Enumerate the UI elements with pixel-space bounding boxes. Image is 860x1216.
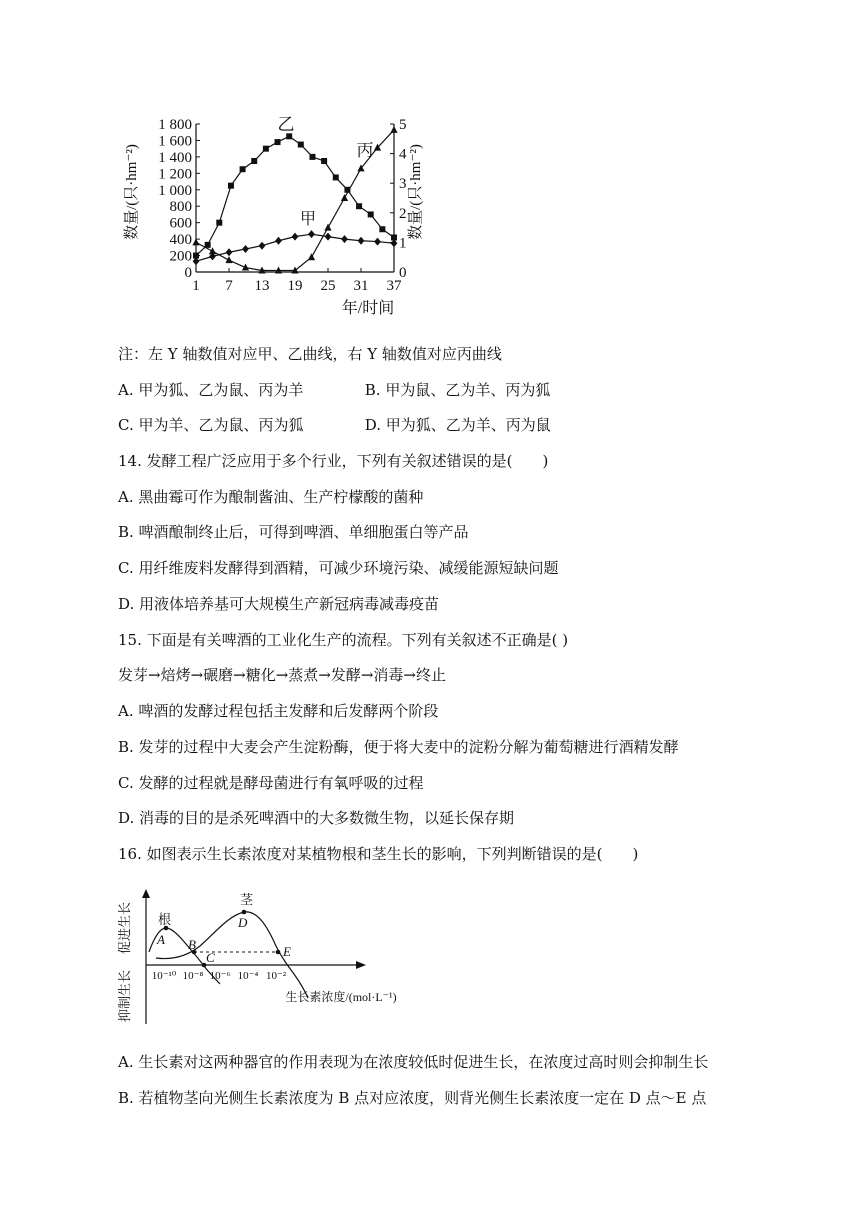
left-tick-label: 600 [169, 215, 192, 232]
x-tick-label: 13 [254, 278, 270, 294]
point-a-label: A [157, 932, 165, 947]
q14-option-c[interactable]: C. 用纤维废料发酵得到酒精，可减少环境污染、减缓能源短缺问题 [118, 559, 559, 577]
marker-jia [242, 245, 249, 253]
right-tick-label: 2 [399, 205, 407, 222]
x-tick-label: 25 [320, 278, 336, 294]
x-tick-1: 10⁻¹⁰ [151, 970, 177, 982]
q13-option-a[interactable]: A. 甲为狐、乙为鼠、丙为羊 [118, 381, 304, 399]
right-tick-label: 4 [399, 146, 407, 163]
q14-option-a[interactable]: A. 黑曲霉可作为酿制酱油、生产柠檬酸的菌种 [118, 488, 424, 506]
x-tick-3: 10⁻⁶ [209, 970, 231, 982]
auxin-y-arrow [142, 889, 150, 898]
marker-yi [240, 166, 246, 172]
x-tick-label: 37 [386, 278, 402, 294]
right-tick-label: 1 [399, 235, 407, 252]
auxin-x-axis-label: 生长素浓度/(mol·L⁻¹) [285, 990, 397, 1004]
marker-yi [379, 226, 385, 232]
marker-yi [251, 158, 257, 164]
q13-option-c[interactable]: C. 甲为羊、乙为鼠、丙为狐 [118, 416, 304, 434]
auxin-x-arrow [356, 961, 366, 969]
left-tick-label: 400 [169, 232, 192, 249]
point-d-dot [242, 910, 247, 915]
marker-yi [263, 146, 269, 152]
q16-option-b[interactable]: B. 若植物茎向光侧生长素浓度为 B 点对应浓度，则背光侧生长素浓度一定在 D 点～E 点 [118, 1089, 707, 1107]
q14-option-d[interactable]: D. 用液体培养基可大规模生产新冠病毒减毒疫苗 [118, 595, 440, 613]
q14-stem: 14. 发酵工程广泛应用于多个行业，下列有关叙述错误的是( ) [118, 452, 549, 470]
marker-bing [390, 126, 397, 133]
series-label-yi: 乙 [277, 115, 295, 134]
q13-options-row1 [118, 380, 550, 400]
x-tick-4: 10⁻⁴ [237, 970, 259, 982]
q15-option-a[interactable]: A. 啤酒的发酵过程包括主发酵和后发酵两个阶段 [118, 702, 439, 720]
q13-options-row2 [118, 415, 551, 435]
q15-option-b[interactable]: B. 发芽的过程中大麦会产生淀粉酶，便于将大麦中的淀粉分解为葡萄糖进行酒精发酵 [118, 738, 679, 756]
q15-stem: 15. 下面是有关啤酒的工业化生产的流程。下列有关叙述不正确是( ) [118, 631, 569, 649]
q15-option-c[interactable]: C. 发酵的过程就是酵母菌进行有氧呼吸的过程 [118, 774, 424, 792]
marker-jia [308, 230, 315, 238]
auxin-diagram [116, 886, 416, 1031]
q15-flow: 发芽→焙烤→碾磨→糖化→蒸煮→发酵→消毒→终止 [118, 666, 446, 684]
marker-yi [193, 253, 199, 259]
marker-yi [321, 158, 327, 164]
marker-jia [275, 237, 282, 245]
population-chart-svg [118, 112, 424, 322]
marker-jia [325, 233, 332, 241]
marker-jia [226, 248, 233, 256]
left-axis-label: 数量/(只·hm⁻²) [124, 144, 140, 240]
population-chart [118, 112, 424, 322]
marker-yi [298, 142, 304, 148]
marker-yi [275, 139, 281, 145]
left-tick-label: 1 800 [158, 117, 192, 133]
left-tick-label: 1 000 [158, 182, 192, 199]
marker-jia [292, 233, 299, 241]
left-tick-label: 0 [184, 265, 192, 281]
q16-stem: 16. 如图表示生长素浓度对某植物根和茎生长的影响，下列判断错误的是( ) [118, 845, 639, 863]
marker-jia [341, 235, 348, 243]
x-tick-label: 7 [225, 278, 233, 294]
marker-yi [356, 203, 362, 209]
auxin-diagram-svg [116, 886, 416, 1031]
x-tick-5: 10⁻² [265, 970, 287, 982]
right-axis-label: 数量/(只·hm⁻²) [408, 144, 424, 240]
marker-yi [216, 220, 222, 226]
q16-option-a[interactable]: A. 生长素对这两种器官的作用表现为在浓度较低时促进生长，在浓度过高时则会抑制生长 [118, 1053, 709, 1071]
marker-yi [309, 154, 315, 160]
q13-option-b[interactable]: B. 甲为鼠、乙为羊、丙为狐 [364, 381, 551, 399]
marker-yi [286, 133, 292, 139]
left-tick-label: 200 [169, 248, 192, 265]
x-tick-label: 1 [192, 278, 200, 294]
point-e-dot [276, 950, 281, 955]
right-tick-label: 3 [399, 176, 407, 193]
marker-jia [259, 242, 266, 250]
marker-jia [374, 238, 381, 246]
left-tick-label: 1 400 [158, 149, 192, 166]
x-tick-2: 10⁻⁸ [182, 970, 204, 982]
point-b-label: B [188, 937, 196, 952]
promote-label: 促进生长 [117, 901, 132, 955]
left-tick-label: 1 600 [158, 133, 192, 150]
x-tick-label: 19 [287, 278, 303, 294]
series-label-bing: 丙 [356, 141, 374, 160]
marker-yi [368, 211, 374, 217]
point-d-label: D [238, 915, 248, 930]
marker-bing [324, 224, 331, 231]
q14-option-b[interactable]: B. 啤酒酿制终止后，可得到啤酒、单细胞蛋白等产品 [118, 523, 469, 541]
root-label: 根 [158, 912, 172, 927]
point-c-label: C [206, 950, 215, 965]
x-axis-label: 年/时间 [341, 300, 395, 317]
q15-option-d[interactable]: D. 消毒的目的是杀死啤酒中的大多数微生物，以延长保存期 [118, 809, 515, 827]
series-label-jia: 甲 [299, 211, 317, 228]
right-tick-label: 5 [399, 117, 407, 133]
right-tick-label: 0 [399, 265, 407, 281]
marker-bing [308, 253, 315, 260]
left-tick-label: 800 [169, 199, 192, 216]
point-e-label: E [283, 944, 291, 959]
marker-yi [333, 174, 339, 180]
marker-yi [391, 234, 397, 240]
marker-yi [228, 183, 234, 189]
left-tick-label: 1 200 [158, 166, 192, 183]
marker-jia [358, 237, 365, 245]
chart-note: 注：左 Y 轴数值对应甲、乙曲线，右 Y 轴数值对应丙曲线 [118, 345, 502, 363]
inhibit-label: 抑制生长 [117, 969, 132, 1023]
marker-bing [341, 194, 348, 201]
stem-label: 茎 [240, 892, 254, 907]
q13-option-d[interactable]: D. 甲为狐、乙为羊、丙为鼠 [364, 416, 551, 434]
marker-bing [225, 256, 232, 263]
marker-bing [209, 247, 216, 254]
x-tick-label: 31 [353, 278, 369, 294]
